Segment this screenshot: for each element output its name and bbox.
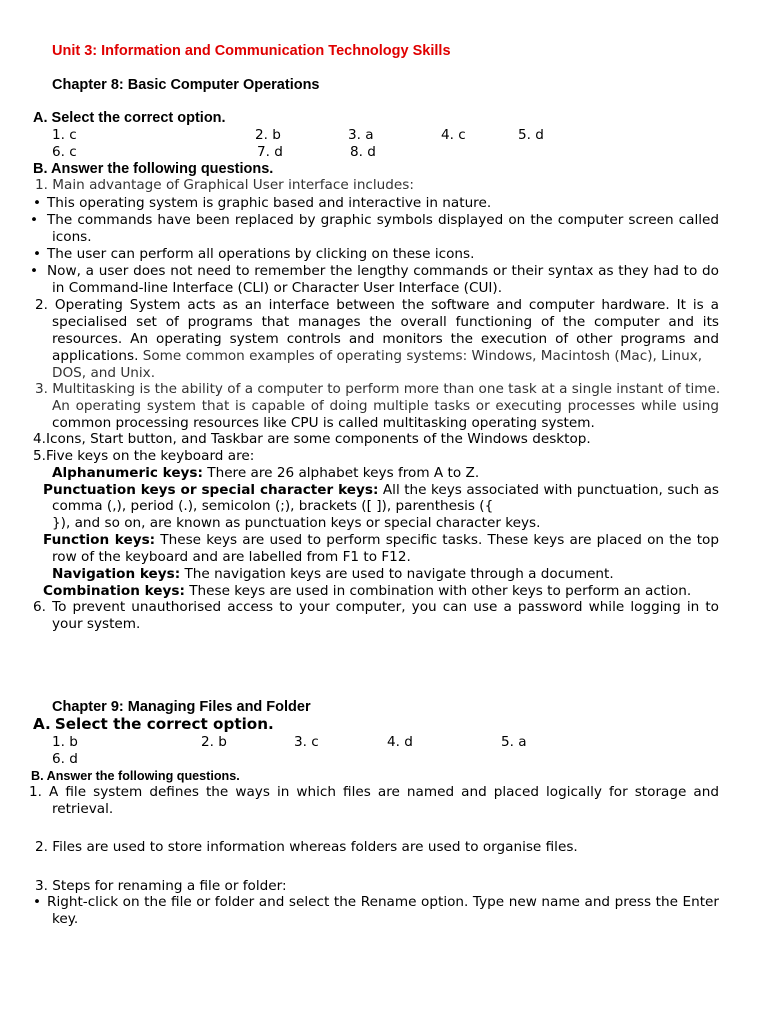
ch8-q3-line-2: An operating system that is capable of doing multiple tasks or executing processes while using	[52, 398, 719, 414]
ch8-q1-bullet-4: Now, a user does not need to remember the lengthy commands or their syntax as they had to do	[47, 263, 719, 279]
ch8-q5-intro: 5.Five keys on the keyboard are:	[33, 448, 255, 464]
option: 5. a	[501, 734, 527, 750]
ch8-q1-bullet-1: This operating system is graphic based and interactive in nature.	[47, 195, 492, 211]
bullet-dot: •	[30, 212, 39, 228]
option: 5. d	[518, 127, 544, 143]
combination-keys-line	[43, 583, 691, 600]
ch8-q2-line-3: resources. An operating system controls and monitors the execution of other programs and	[52, 331, 719, 347]
ch9-section-a-heading	[33, 716, 274, 733]
ch9-section-a-text: Select the correct option.	[54, 715, 274, 733]
ch8-q1-bullet-2: The commands have been replaced by graphic symbols displayed on the computer screen called	[47, 212, 719, 228]
option: 2. b	[255, 127, 281, 143]
option: 1. c	[52, 127, 77, 143]
bullet-dot: •	[30, 263, 39, 279]
ch8-q1-intro: 1. Main advantage of Graphical User interface includes:	[35, 177, 414, 193]
ch8-q2-applications: applications.	[52, 348, 139, 364]
ch8-q3-line-3: common processing resources like CPU is called multitasking operating system.	[52, 415, 595, 431]
ch9-q3-bullet: Right-click on the file or folder and select the Rename option. Type new name and press the Enter	[47, 894, 719, 910]
combination-keys-label: Combination keys:	[43, 583, 185, 599]
alphanumeric-keys-line	[52, 465, 479, 482]
bullet-dot: •	[33, 894, 42, 910]
ch8-q2-line-2: specialised set of programs that manages the overall functioning of the computer and its	[52, 314, 719, 330]
function-keys-line	[43, 532, 719, 549]
option: 3. a	[348, 127, 374, 143]
ch8-section-a-heading: A. Select the correct option.	[33, 110, 226, 126]
ch9-section-a-letter: A.	[33, 715, 51, 733]
ch8-q6-line-1: 6. To prevent unauthorised access to your computer, you can use a password while logging in to	[33, 599, 719, 615]
option: 4. d	[387, 734, 413, 750]
option: 1. b	[52, 734, 78, 750]
function-keys-text: These keys are used to perform specific tasks. These keys are placed on the top	[155, 532, 719, 548]
option: 8. d	[350, 144, 376, 160]
bullet-dot: •	[33, 246, 42, 262]
navigation-keys-line	[52, 566, 614, 583]
ch9-q3-bullet-cont: key.	[52, 911, 79, 927]
function-keys-label: Function keys:	[43, 532, 156, 548]
punctuation-keys-text: All the keys associated with punctuation, such as	[378, 482, 719, 498]
alphanumeric-keys-label: Alphanumeric keys:	[52, 465, 203, 481]
ch9-q1-line-2: retrieval.	[52, 801, 114, 817]
punctuation-keys-line-3: }), and so on, are known as punctuation keys or special character keys.	[52, 515, 541, 531]
unit-title: Unit 3: Information and Communication Technology Skills	[52, 43, 451, 59]
option: 4. c	[441, 127, 466, 143]
ch8-q2-line-1: 2. Operating System acts as an interface between the software and computer hardware. It is a	[35, 297, 719, 313]
alphanumeric-keys-text: There are 26 alphabet keys from A to Z.	[202, 465, 480, 481]
ch9-q1-line-1: 1. A file system defines the ways in which files are named and placed logically for storage and	[29, 784, 719, 800]
bullet-dot: •	[33, 195, 42, 211]
punctuation-keys-line	[43, 482, 719, 499]
ch9-q3-intro: 3. Steps for renaming a file or folder:	[35, 878, 287, 894]
ch8-q2-line-4	[52, 348, 702, 365]
function-keys-line-2: row of the keyboard and are labelled from F1 to F12.	[52, 549, 411, 565]
punctuation-keys-label: Punctuation keys or special character keys:	[43, 482, 379, 498]
chapter-9-title: Chapter 9: Managing Files and Folder	[52, 699, 311, 715]
combination-keys-text: These keys are used in combination with other keys to perform an action.	[184, 583, 692, 599]
punctuation-keys-line-2: comma (,), period (.), semicolon (;), brackets ([ ]), parenthesis ({	[52, 498, 494, 514]
ch8-q2-line-5: DOS, and Unix.	[52, 365, 156, 381]
ch8-q1-bullet-2-cont: icons.	[52, 229, 92, 245]
ch8-q6-line-2: your system.	[52, 616, 141, 632]
ch8-q2-os-examples: Some common examples of operating systems: Windows, Macintosh (Mac), Linux,	[138, 348, 703, 364]
option: 6. c	[52, 144, 77, 160]
option: 3. c	[294, 734, 319, 750]
ch8-q1-bullet-3: The user can perform all operations by clicking on these icons.	[47, 246, 475, 262]
navigation-keys-text: The navigation keys are used to navigate through a document.	[180, 566, 614, 582]
option: 7. d	[257, 144, 283, 160]
ch9-q2: 2. Files are used to store information whereas folders are used to organise files.	[35, 839, 578, 855]
option: 2. b	[201, 734, 227, 750]
navigation-keys-label: Navigation keys:	[52, 566, 181, 582]
chapter-8-title: Chapter 8: Basic Computer Operations	[52, 77, 320, 93]
ch9-section-b-heading: B. Answer the following questions.	[31, 769, 240, 783]
ch8-q4: 4.Icons, Start button, and Taskbar are some components of the Windows desktop.	[33, 431, 591, 447]
ch8-q3-line-1: 3. Multitasking is the ability of a computer to perform more than one task at a single instant of time.	[35, 381, 721, 397]
option: 6. d	[52, 751, 78, 767]
ch8-section-b-heading: B. Answer the following questions.	[33, 161, 274, 177]
ch8-q1-bullet-4-cont: in Command-line Interface (CLI) or Character User Interface (CUI).	[52, 280, 503, 296]
